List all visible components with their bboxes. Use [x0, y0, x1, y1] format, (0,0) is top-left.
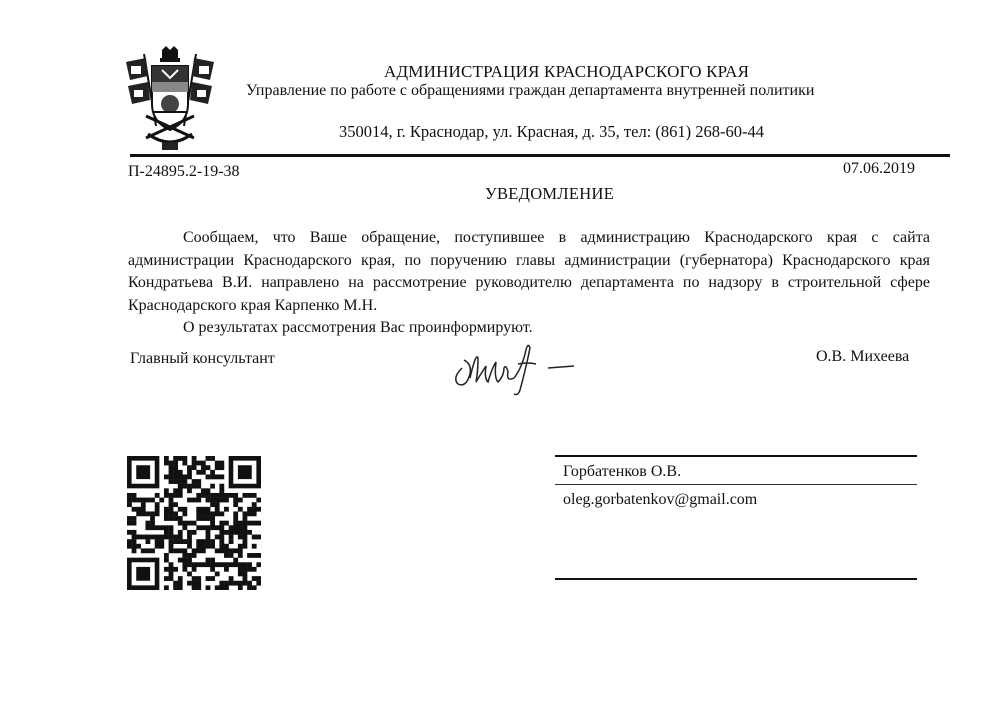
recipient-email: oleg.gorbatenkov@gmail.com — [563, 491, 758, 508]
coat-of-arms-icon — [122, 46, 218, 152]
department-subtitle: Управление по работе с обращениями граждан департамента внутренней политики — [246, 82, 815, 99]
signer-position: Главный консультант — [130, 350, 275, 367]
signer-name: О.В. Михеева — [816, 348, 910, 365]
handwritten-signature — [448, 338, 578, 396]
organization-address: 350014, г. Краснодар, ул. Красная, д. 35, тел: (861) 268-60-44 — [339, 122, 765, 141]
recipient-box-divider — [555, 484, 917, 485]
organization-title: АДМИНИСТРАЦИЯ КРАСНОДАРСКОГО КРАЯ — [384, 62, 750, 81]
qr-code-icon — [127, 456, 261, 590]
letter-body — [128, 227, 930, 340]
body-paragraph: Сообщаем, что Ваше обращение, поступившее в администрацию Краснодарского края с сайта администрации Краснодарского края, по поручению главы администрации (губернатора) Краснодарского края Кондратьева В.И. направлено на рассмотрение руководителю департамента по надзору в строительной сфере Краснодарского края Карпенко М.Н. — [128, 229, 930, 314]
document-heading: УВЕДОМЛЕНИЕ — [485, 184, 615, 203]
recipient-box-bottom-rule — [555, 578, 917, 580]
recipient-box-top-rule — [555, 455, 917, 457]
recipient-name: Горбатенков О.В. — [563, 463, 682, 480]
header-divider — [130, 154, 950, 157]
document-date: 07.06.2019 — [843, 160, 915, 177]
body-paragraph: О результатах рассмотрения Вас проинформируют. — [183, 319, 533, 336]
document-number: П-24895.2-19-38 — [128, 163, 240, 180]
